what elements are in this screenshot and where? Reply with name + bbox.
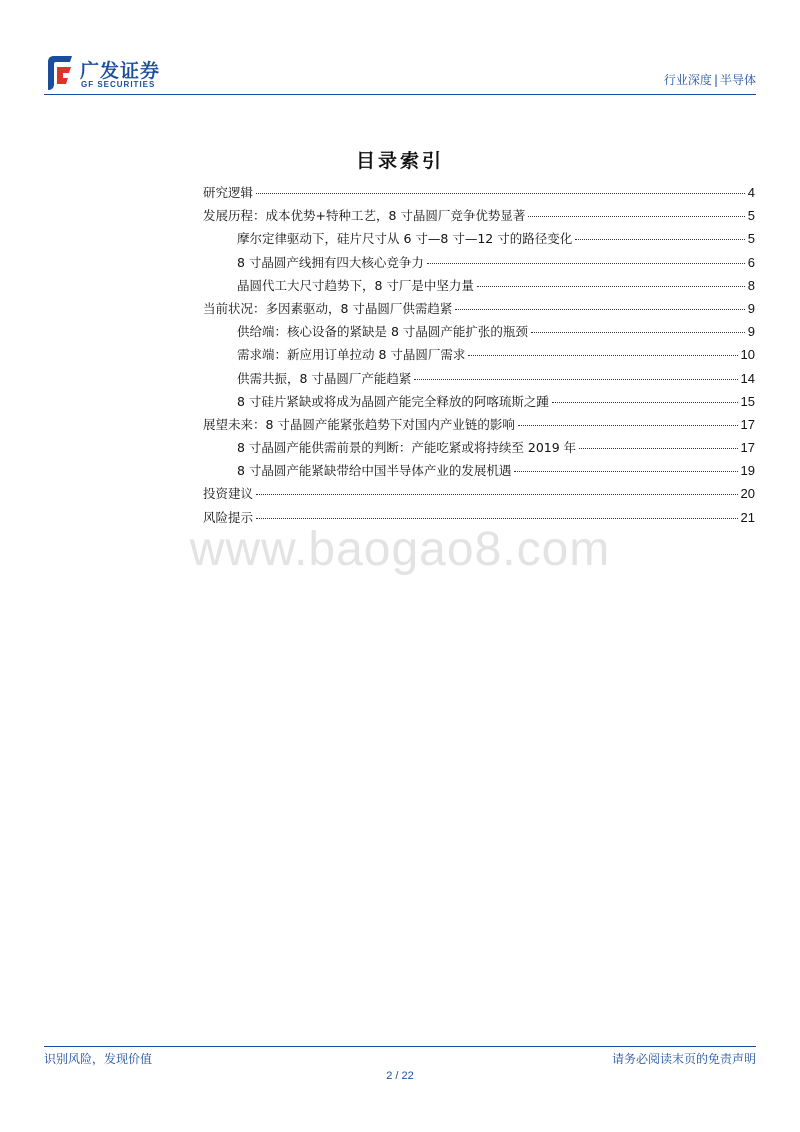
toc-dot-leader [518,425,738,426]
toc-entry-page: 4 [747,185,755,200]
toc-entry[interactable] [203,392,755,415]
toc-entry-title: 展望未来：8 寸晶圆产能紧张趋势下对国内产业链的影响 [203,416,515,432]
logo-english-name: GF SECURITIES [81,80,156,89]
toc-entry[interactable] [203,183,755,206]
toc-dot-leader [514,471,737,472]
toc-entry-title: 摩尔定律驱动下，硅片尺寸从 6 寸—8 寸—12 寸的路径变化 [237,231,573,247]
report-category [664,71,756,88]
toc-dot-leader [531,332,745,333]
toc-entry-title: 发展历程：成本优势+特种工艺，8 寸晶圆厂竞争优势显著 [203,208,526,224]
toc-entry-page: 9 [747,300,755,316]
toc-entry[interactable] [203,345,755,368]
toc-entry[interactable] [203,206,755,229]
toc-entry-title: 8 寸晶圆产能供需前景的判断：产能吃紧或将持续至 2019 年 [237,440,577,456]
table-of-contents [203,183,755,531]
toc-dot-leader [256,518,738,519]
sector-label: 半导体 [719,73,756,87]
toc-dot-leader [468,355,737,356]
toc-entry-title: 当前状况：多因素驱动，8 寸晶圆厂供需趋紧 [203,300,453,316]
toc-entry-page: 5 [747,231,755,247]
toc-entry-page: 14 [740,370,755,386]
toc-entry-title: 风险提示 [203,509,254,525]
toc-dot-leader [575,239,745,240]
toc-entry-page: 17 [740,440,755,456]
toc-dot-leader [414,379,737,380]
toc-entry[interactable] [203,484,755,507]
toc-entry[interactable] [203,253,755,276]
toc-entry-title: 供需共振，8 寸晶圆厂产能趋紧 [237,370,412,386]
toc-entry-page: 20 [740,486,755,502]
toc-entry-title: 晶圆代工大尺寸趋势下，8 寸厂是中坚力量 [237,277,474,293]
header-divider [44,94,756,95]
footer-divider [44,1046,756,1047]
toc-entry-page: 8 [747,277,755,293]
toc-entry-page: 19 [740,463,755,479]
toc-entry-title: 8 寸晶圆产线拥有四大核心竞争力 [237,254,424,270]
toc-dot-leader [552,402,738,403]
toc-entry[interactable] [203,438,755,461]
toc-entry-page: 9 [747,324,755,340]
category-separator: | [713,73,718,87]
toc-dot-leader [427,263,745,264]
toc-entry-page: 5 [747,208,755,224]
toc-entry-page: 21 [740,509,755,525]
toc-entry-title: 需求端：新应用订单拉动 8 寸晶圆厂需求 [237,347,466,363]
toc-entry[interactable] [203,322,755,345]
gf-securities-logo [44,54,204,94]
toc-entry[interactable] [203,229,755,252]
toc-entry-title: 8 寸硅片紧缺或将成为晶圆产能完全释放的阿喀琉斯之踵 [237,393,549,409]
toc-dot-leader [579,448,737,449]
logo-chinese-name: 广发证券 [80,60,161,82]
page-number: 2 / 22 [386,1070,414,1082]
toc-dot-leader [256,494,738,495]
toc-dot-leader [528,216,744,217]
toc-title: 目录索引 [355,150,444,172]
toc-entry-page: 15 [740,393,755,409]
toc-entry[interactable] [203,276,755,299]
toc-entry-page: 17 [740,416,755,432]
toc-entry[interactable] [203,369,755,392]
toc-entry-page: 6 [747,254,755,270]
toc-entry[interactable] [203,299,755,322]
toc-entry-title: 研究逻辑 [203,185,254,200]
toc-entry-title: 供给端：核心设备的紧缺是 8 寸晶圆产能扩张的瓶颈 [237,324,528,340]
toc-dot-leader [477,286,745,287]
page-header [44,54,756,94]
toc-entry-title: 8 寸晶圆产能紧缺带给中国半导体产业的发展机遇 [237,463,512,479]
footer-slogan: 识别风险，发现价值 [44,1052,153,1066]
toc-dot-leader [256,193,745,194]
toc-entry[interactable] [203,461,755,484]
toc-dot-leader [455,309,744,310]
watermark: www.baogao8.com [189,523,611,576]
footer-disclaimer-note: 请务必阅读末页的免责声明 [611,1052,756,1066]
toc-entry-title: 投资建议 [203,486,254,502]
toc-entry-page: 10 [740,347,755,363]
gf-logo-icon [44,54,76,92]
category-label: 行业深度 [663,73,712,87]
toc-entry[interactable] [203,415,755,438]
